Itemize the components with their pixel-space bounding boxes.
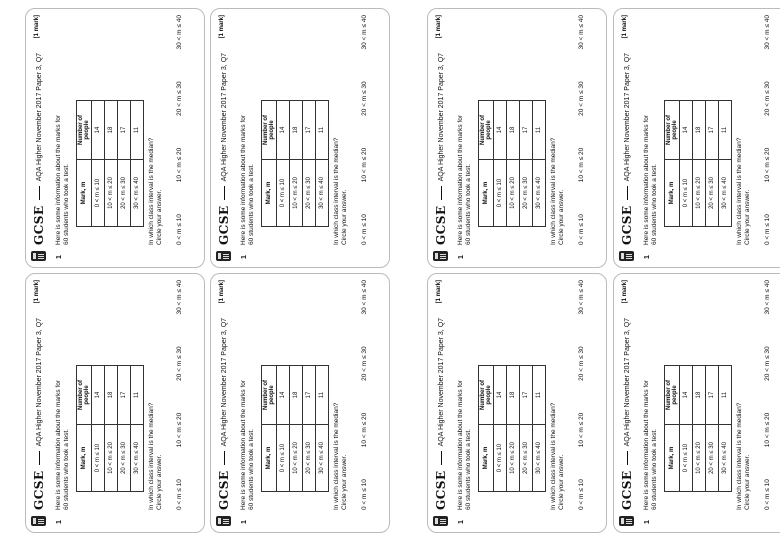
card-content [428,8,607,267]
header-mark: Mark, m [77,425,92,492]
question-prompt [550,403,566,510]
frequency-table [76,365,144,492]
answer-option[interactable]: 20 < m ≤ 30 [176,346,183,381]
people-cell: 17 [520,366,533,425]
mark-cell: 30 < m ≤ 40 [131,425,144,492]
table-row [706,101,719,227]
people-cell: 14 [494,101,507,160]
answer-option[interactable]: 30 < m ≤ 40 [764,15,771,50]
people-cell: 11 [316,366,329,425]
question-line: In which class interval is the median? [736,137,743,245]
question-line: In which class interval is the median? [333,402,340,510]
people-cell: 14 [680,101,693,160]
people-cell: 18 [105,101,118,160]
mark-cell: 30 < m ≤ 40 [719,425,732,492]
table-row [494,101,507,227]
table-row [507,366,520,492]
people-cell: 18 [693,366,706,425]
question-line: Circle your answer. [744,454,751,510]
mark-cell: 10 < m ≤ 20 [507,160,520,227]
question-prompt [333,403,349,510]
table-row [131,366,144,492]
answer-option[interactable]: 30 < m ≤ 40 [176,280,183,315]
answer-options [578,15,585,245]
header-mark: Mark, m [262,425,277,492]
header-people: Number of people [262,101,277,160]
gcse-logo: GCSE [32,205,46,245]
people-cell: 18 [507,366,520,425]
calculator-icon [216,516,231,526]
mark-cell: 10 < m ≤ 20 [507,425,520,492]
card-header [434,318,448,510]
question-line: Circle your answer. [341,454,348,510]
answer-options [361,15,368,245]
people-cell: 18 [105,366,118,425]
question-card [210,8,390,268]
intro-line: Here is some information about the marks for [457,114,464,245]
question-intro [55,95,71,245]
table-row [680,366,693,492]
header-people: Number of people [665,101,680,160]
answer-option[interactable]: 10 < m ≤ 20 [176,147,183,183]
people-cell: 18 [507,101,520,160]
table-header-row [665,101,680,227]
people-cell: 14 [92,366,105,425]
mark-cell: 0 < m ≤ 10 [277,160,290,227]
header-divider [627,186,628,200]
people-cell: 11 [131,101,144,160]
table-row [92,101,105,227]
mark-cell: 10 < m ≤ 20 [290,160,303,227]
question-card [613,273,780,533]
mark-cell: 20 < m ≤ 30 [118,160,131,227]
question-line: Circle your answer. [558,189,565,245]
marks-label: [1 mark] [436,280,442,304]
gcse-logo: GCSE [434,470,448,510]
card-content [614,8,780,267]
mark-cell: 0 < m ≤ 10 [494,425,507,492]
header-people: Number of people [479,101,494,160]
question-card [613,8,780,268]
table-row [290,101,303,227]
mark-cell: 30 < m ≤ 40 [533,425,546,492]
calculator-icon [31,251,46,261]
question-number: 1 [458,520,465,524]
table-header-row [262,101,277,227]
table-row [520,101,533,227]
intro-line: Here is some information about the marks for [240,379,247,510]
table-row [277,366,290,492]
question-source: AQA Higher November 2017 Paper 3, Q7 [35,317,43,447]
marks-label: [1 mark] [219,15,225,39]
people-cell: 14 [277,101,290,160]
header-mark: Mark, m [262,160,277,227]
mark-cell: 20 < m ≤ 30 [706,425,719,492]
question-line: Circle your answer. [341,189,348,245]
marks-label: [1 mark] [34,15,40,39]
people-cell: 14 [277,366,290,425]
table-row [520,366,533,492]
card-header [620,53,634,245]
calculator-icon [31,516,46,526]
question-source: AQA Higher November 2017 Paper 3, Q7 [35,52,43,182]
frequency-table [76,100,144,227]
question-card [25,273,205,533]
question-prompt [736,138,752,245]
table-header-row [479,366,494,492]
frequency-table [261,365,329,492]
answer-option[interactable]: 0 < m ≤ 10 [578,479,585,510]
question-intro [240,95,256,245]
table-row [494,366,507,492]
answer-option[interactable]: 0 < m ≤ 10 [176,479,183,510]
mark-cell: 0 < m ≤ 10 [92,425,105,492]
people-cell: 18 [290,366,303,425]
header-people: Number of people [77,101,92,160]
people-cell: 17 [706,366,719,425]
header-mark: Mark, m [665,160,680,227]
people-cell: 11 [719,366,732,425]
table-row [105,101,118,227]
table-header-row [665,366,680,492]
table-row [316,366,329,492]
answer-option[interactable]: 10 < m ≤ 20 [578,412,585,448]
question-card [427,273,607,533]
question-prompt [148,403,164,510]
question-number: 1 [644,255,651,259]
gcse-logo: GCSE [620,205,634,245]
question-card [25,8,205,268]
table-row [533,366,546,492]
calculator-icon [433,516,448,526]
mark-cell: 0 < m ≤ 10 [277,425,290,492]
answer-options [578,280,585,510]
answer-options [764,280,771,510]
mark-cell: 10 < m ≤ 20 [105,160,118,227]
question-number: 1 [241,255,248,259]
question-number: 1 [241,520,248,524]
answer-option[interactable]: 20 < m ≤ 30 [176,81,183,116]
question-number: 1 [56,520,63,524]
question-intro [55,360,71,510]
question-source: AQA Higher November 2017 Paper 3, Q7 [623,317,631,447]
table-row [693,366,706,492]
table-row [131,101,144,227]
answer-option[interactable]: 20 < m ≤ 30 [361,81,368,116]
table-row [316,101,329,227]
mark-cell: 10 < m ≤ 20 [105,425,118,492]
header-divider [441,451,442,465]
mark-cell: 20 < m ≤ 30 [706,160,719,227]
mark-cell: 10 < m ≤ 20 [693,425,706,492]
people-cell: 11 [131,366,144,425]
table-row [118,366,131,492]
card-content [211,273,390,532]
intro-line: Here is some information about the marks for [55,114,62,245]
people-cell: 17 [118,366,131,425]
mark-cell: 0 < m ≤ 10 [680,160,693,227]
table-row [105,366,118,492]
people-cell: 17 [303,101,316,160]
header-people: Number of people [479,366,494,425]
question-intro [643,95,659,245]
card-header [217,53,231,245]
intro-line: Here is some information about the marks for [643,114,650,245]
mark-cell: 30 < m ≤ 40 [719,160,732,227]
answer-option[interactable]: 10 < m ≤ 20 [361,147,368,183]
table-row [693,101,706,227]
mark-cell: 30 < m ≤ 40 [131,160,144,227]
table-row [303,101,316,227]
gcse-logo: GCSE [620,470,634,510]
frequency-table [478,365,546,492]
mark-cell: 10 < m ≤ 20 [290,425,303,492]
intro-line: 60 students who took a test. [465,164,472,245]
mark-cell: 20 < m ≤ 30 [303,425,316,492]
answer-options [176,15,183,245]
calculator-icon [619,516,634,526]
question-line: In which class interval is the median? [550,402,557,510]
question-line: In which class interval is the median? [736,402,743,510]
answer-option[interactable]: 20 < m ≤ 30 [361,346,368,381]
mark-cell: 0 < m ≤ 10 [494,160,507,227]
people-cell: 11 [719,101,732,160]
answer-option[interactable]: 20 < m ≤ 30 [764,346,771,381]
answer-option[interactable]: 10 < m ≤ 20 [176,412,183,448]
frequency-table [478,100,546,227]
answer-option[interactable]: 10 < m ≤ 20 [361,412,368,448]
mark-cell: 20 < m ≤ 30 [118,425,131,492]
question-source: AQA Higher November 2017 Paper 3, Q7 [220,317,228,447]
answer-option[interactable]: 0 < m ≤ 10 [764,479,771,510]
answer-option[interactable]: 30 < m ≤ 40 [764,280,771,315]
marks-label: [1 mark] [622,15,628,39]
table-row [533,101,546,227]
answer-options [176,280,183,510]
card-header [620,318,634,510]
intro-line: 60 students who took a test. [63,164,70,245]
table-row [303,366,316,492]
card-header [32,318,46,510]
people-cell: 11 [533,366,546,425]
people-cell: 17 [706,101,719,160]
mark-cell: 20 < m ≤ 30 [520,160,533,227]
question-line: Circle your answer. [744,189,751,245]
card-content [428,273,607,532]
card-header [217,318,231,510]
question-line: In which class interval is the median? [550,137,557,245]
question-line: In which class interval is the median? [148,137,155,245]
mark-cell: 0 < m ≤ 10 [92,160,105,227]
header-divider [224,186,225,200]
question-line: Circle your answer. [156,454,163,510]
answer-option[interactable]: 20 < m ≤ 30 [764,81,771,116]
answer-option[interactable]: 30 < m ≤ 40 [361,15,368,50]
people-cell: 17 [520,101,533,160]
question-number: 1 [56,255,63,259]
answer-option[interactable]: 30 < m ≤ 40 [578,15,585,50]
header-people: Number of people [77,366,92,425]
question-prompt [333,138,349,245]
header-divider [224,451,225,465]
header-people: Number of people [262,366,277,425]
question-card [210,273,390,533]
header-mark: Mark, m [77,160,92,227]
table-row [507,101,520,227]
answer-option[interactable]: 30 < m ≤ 40 [361,280,368,315]
intro-line: Here is some information about the marks for [643,379,650,510]
table-header-row [262,366,277,492]
question-intro [457,95,473,245]
answer-option[interactable]: 0 < m ≤ 10 [764,214,771,245]
mark-cell: 20 < m ≤ 30 [303,160,316,227]
card-header [434,53,448,245]
question-line: Circle your answer. [156,189,163,245]
intro-line: 60 students who took a test. [651,429,658,510]
header-divider [39,186,40,200]
question-source: AQA Higher November 2017 Paper 3, Q7 [437,317,445,447]
answer-option[interactable]: 0 < m ≤ 10 [176,214,183,245]
table-header-row [479,101,494,227]
calculator-icon [216,251,231,261]
header-divider [39,451,40,465]
gcse-logo: GCSE [217,470,231,510]
table-row [92,366,105,492]
frequency-table [261,100,329,227]
people-cell: 11 [316,101,329,160]
table-header-row [77,101,92,227]
card-content [26,8,205,267]
table-row [680,101,693,227]
people-cell: 11 [533,101,546,160]
people-cell: 14 [92,101,105,160]
people-cell: 18 [290,101,303,160]
table-header-row [77,366,92,492]
answer-option[interactable]: 0 < m ≤ 10 [361,214,368,245]
calculator-icon [619,251,634,261]
table-row [277,101,290,227]
marks-label: [1 mark] [34,280,40,304]
question-source: AQA Higher November 2017 Paper 3, Q7 [623,52,631,182]
question-number: 1 [458,255,465,259]
gcse-logo: GCSE [32,470,46,510]
question-source: AQA Higher November 2017 Paper 3, Q7 [220,52,228,182]
header-mark: Mark, m [479,160,494,227]
gcse-logo: GCSE [217,205,231,245]
intro-line: Here is some information about the marks for [457,379,464,510]
intro-line: Here is some information about the marks for [55,379,62,510]
table-row [719,366,732,492]
marks-label: [1 mark] [436,15,442,39]
frequency-table [664,365,732,492]
marks-label: [1 mark] [622,280,628,304]
intro-line: 60 students who took a test. [651,164,658,245]
header-divider [441,186,442,200]
card-header [32,53,46,245]
question-intro [240,360,256,510]
table-row [118,101,131,227]
answer-option[interactable]: 10 < m ≤ 20 [578,147,585,183]
question-number: 1 [644,520,651,524]
mark-cell: 30 < m ≤ 40 [316,160,329,227]
header-divider [627,451,628,465]
frequency-table [664,100,732,227]
answer-option[interactable]: 10 < m ≤ 20 [764,147,771,183]
people-cell: 14 [680,366,693,425]
question-intro [457,360,473,510]
table-row [290,366,303,492]
answer-option[interactable]: 0 < m ≤ 10 [578,214,585,245]
intro-line: 60 students who took a test. [63,429,70,510]
table-row [719,101,732,227]
answer-option[interactable]: 20 < m ≤ 30 [578,346,585,381]
answer-option[interactable]: 10 < m ≤ 20 [764,412,771,448]
mark-cell: 10 < m ≤ 20 [693,160,706,227]
people-cell: 17 [303,366,316,425]
answer-options [361,280,368,510]
header-people: Number of people [665,366,680,425]
calculator-icon [433,251,448,261]
question-prompt [736,403,752,510]
question-prompt [148,138,164,245]
people-cell: 14 [494,366,507,425]
header-mark: Mark, m [479,425,494,492]
answer-option[interactable]: 20 < m ≤ 30 [578,81,585,116]
answer-option[interactable]: 30 < m ≤ 40 [176,15,183,50]
mark-cell: 0 < m ≤ 10 [680,425,693,492]
marks-label: [1 mark] [219,280,225,304]
gcse-logo: GCSE [434,205,448,245]
intro-line: 60 students who took a test. [465,429,472,510]
intro-line: Here is some information about the marks for [240,114,247,245]
mark-cell: 20 < m ≤ 30 [520,425,533,492]
mark-cell: 30 < m ≤ 40 [533,160,546,227]
card-content [614,273,780,532]
question-line: In which class interval is the median? [148,402,155,510]
people-cell: 17 [118,101,131,160]
question-intro [643,360,659,510]
answer-option[interactable]: 30 < m ≤ 40 [578,280,585,315]
question-prompt [550,138,566,245]
card-content [211,8,390,267]
header-mark: Mark, m [665,425,680,492]
question-line: Circle your answer. [558,454,565,510]
question-source: AQA Higher November 2017 Paper 3, Q7 [437,52,445,182]
card-content [26,273,205,532]
table-row [706,366,719,492]
people-cell: 18 [693,101,706,160]
answer-option[interactable]: 0 < m ≤ 10 [361,479,368,510]
question-card [427,8,607,268]
intro-line: 60 students who took a test. [248,164,255,245]
answer-options [764,15,771,245]
mark-cell: 30 < m ≤ 40 [316,425,329,492]
question-line: In which class interval is the median? [333,137,340,245]
intro-line: 60 students who took a test. [248,429,255,510]
